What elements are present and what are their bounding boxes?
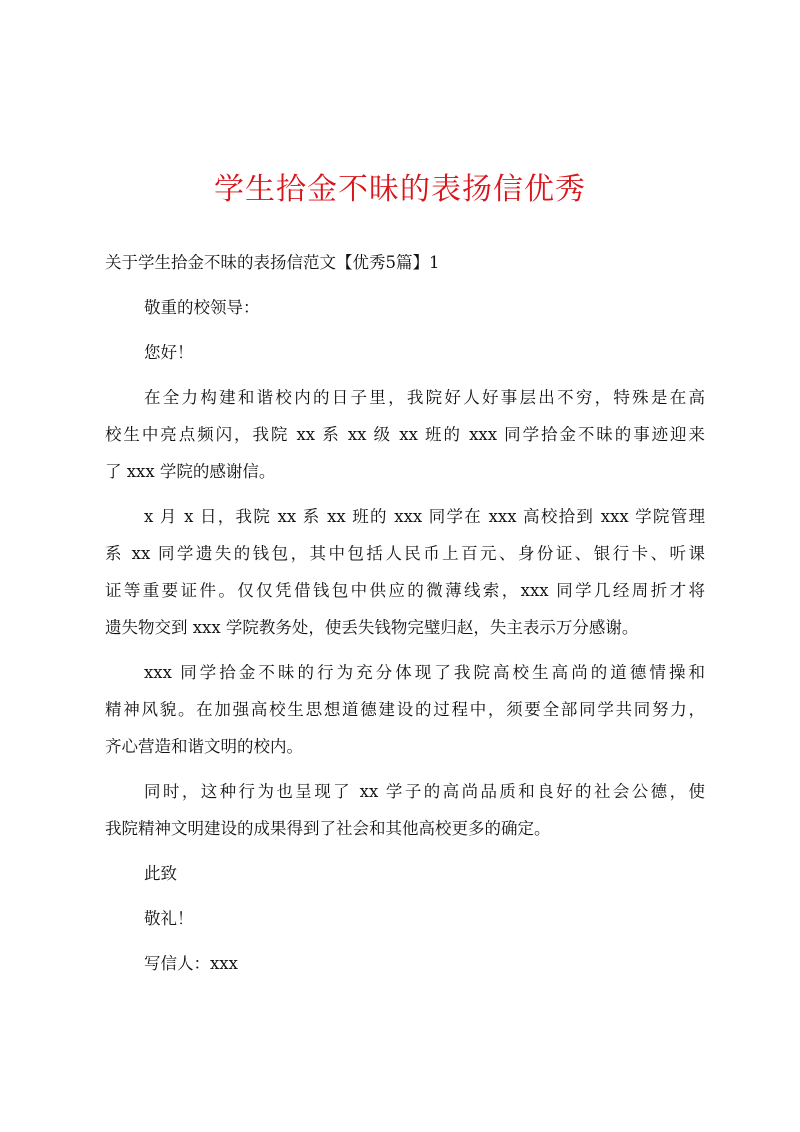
paragraph-3-line: 齐心营造和谐文明的校内。 [105, 737, 303, 756]
spacer [105, 326, 705, 334]
paragraph-2 [105, 498, 705, 646]
paragraph-2-line: x 月 x 日，我院 xx 系 xx 班的 xxx 同学在 xxx 高校拾到 xxx 学院管理 [144, 507, 705, 526]
spacer [105, 281, 705, 289]
spacer [105, 847, 705, 855]
paragraph-2-line: 系 xx 同学遗失的钱包，其中包括人民币上百元、身份证、银行卡、听课 [105, 544, 705, 563]
paragraph-3 [105, 654, 705, 765]
spacer [105, 646, 705, 654]
greeting: 您好！ [144, 343, 194, 362]
paragraph-1-line: 了 xxx 学院的感谢信。 [105, 462, 276, 481]
document-body [105, 244, 705, 982]
paragraph-1-line: 校生中亮点频闪，我院 xx 系 xx 级 xx 班的 xxx 同学拾金不昧的事迹迎来 [105, 425, 705, 444]
paragraph-3-line: xxx 同学拾金不昧的行为充分体现了我院高校生高尚的道德情操和 [144, 663, 705, 682]
spacer [105, 765, 705, 773]
paragraph-1 [105, 379, 705, 490]
document-title: 学生拾金不昧的表扬信优秀 [214, 172, 586, 207]
paragraph-3-line: 精神风貌。在加强高校生思想道德建设的过程中，须要全部同学共同努力， [105, 700, 705, 719]
closing-line-1: 此致 [144, 864, 177, 883]
closing-line-2: 敬礼！ [144, 909, 194, 928]
paragraph-2-line: 遗失物交到 xxx 学院教务处，使丢失钱物完璧归赵，失主表示万分感谢。 [105, 618, 639, 637]
paragraph-4-line: 我院精神文明建设的成果得到了社会和其他高校更多的确定。 [105, 819, 551, 838]
spacer [105, 937, 705, 945]
spacer [105, 490, 705, 498]
paragraph-1-line: 在全力构建和谐校内的日子里，我院好人好事层出不穷，特殊是在高 [144, 388, 705, 407]
spacer [105, 892, 705, 900]
signature: 写信人：xxx [144, 954, 238, 973]
salutation: 敬重的校领导： [144, 298, 260, 317]
heading-line: 关于学生拾金不昧的表扬信范文【优秀5篇】1 [105, 253, 440, 272]
paragraph-4-line: 同时，这种行为也呈现了 xx 学子的高尚品质和良好的社会公德，使 [144, 782, 705, 801]
paragraph-4 [105, 773, 705, 847]
spacer [105, 371, 705, 379]
paragraph-2-line: 证等重要证件。仅仅凭借钱包中供应的微薄线索，xxx 同学几经周折才将 [105, 581, 705, 600]
